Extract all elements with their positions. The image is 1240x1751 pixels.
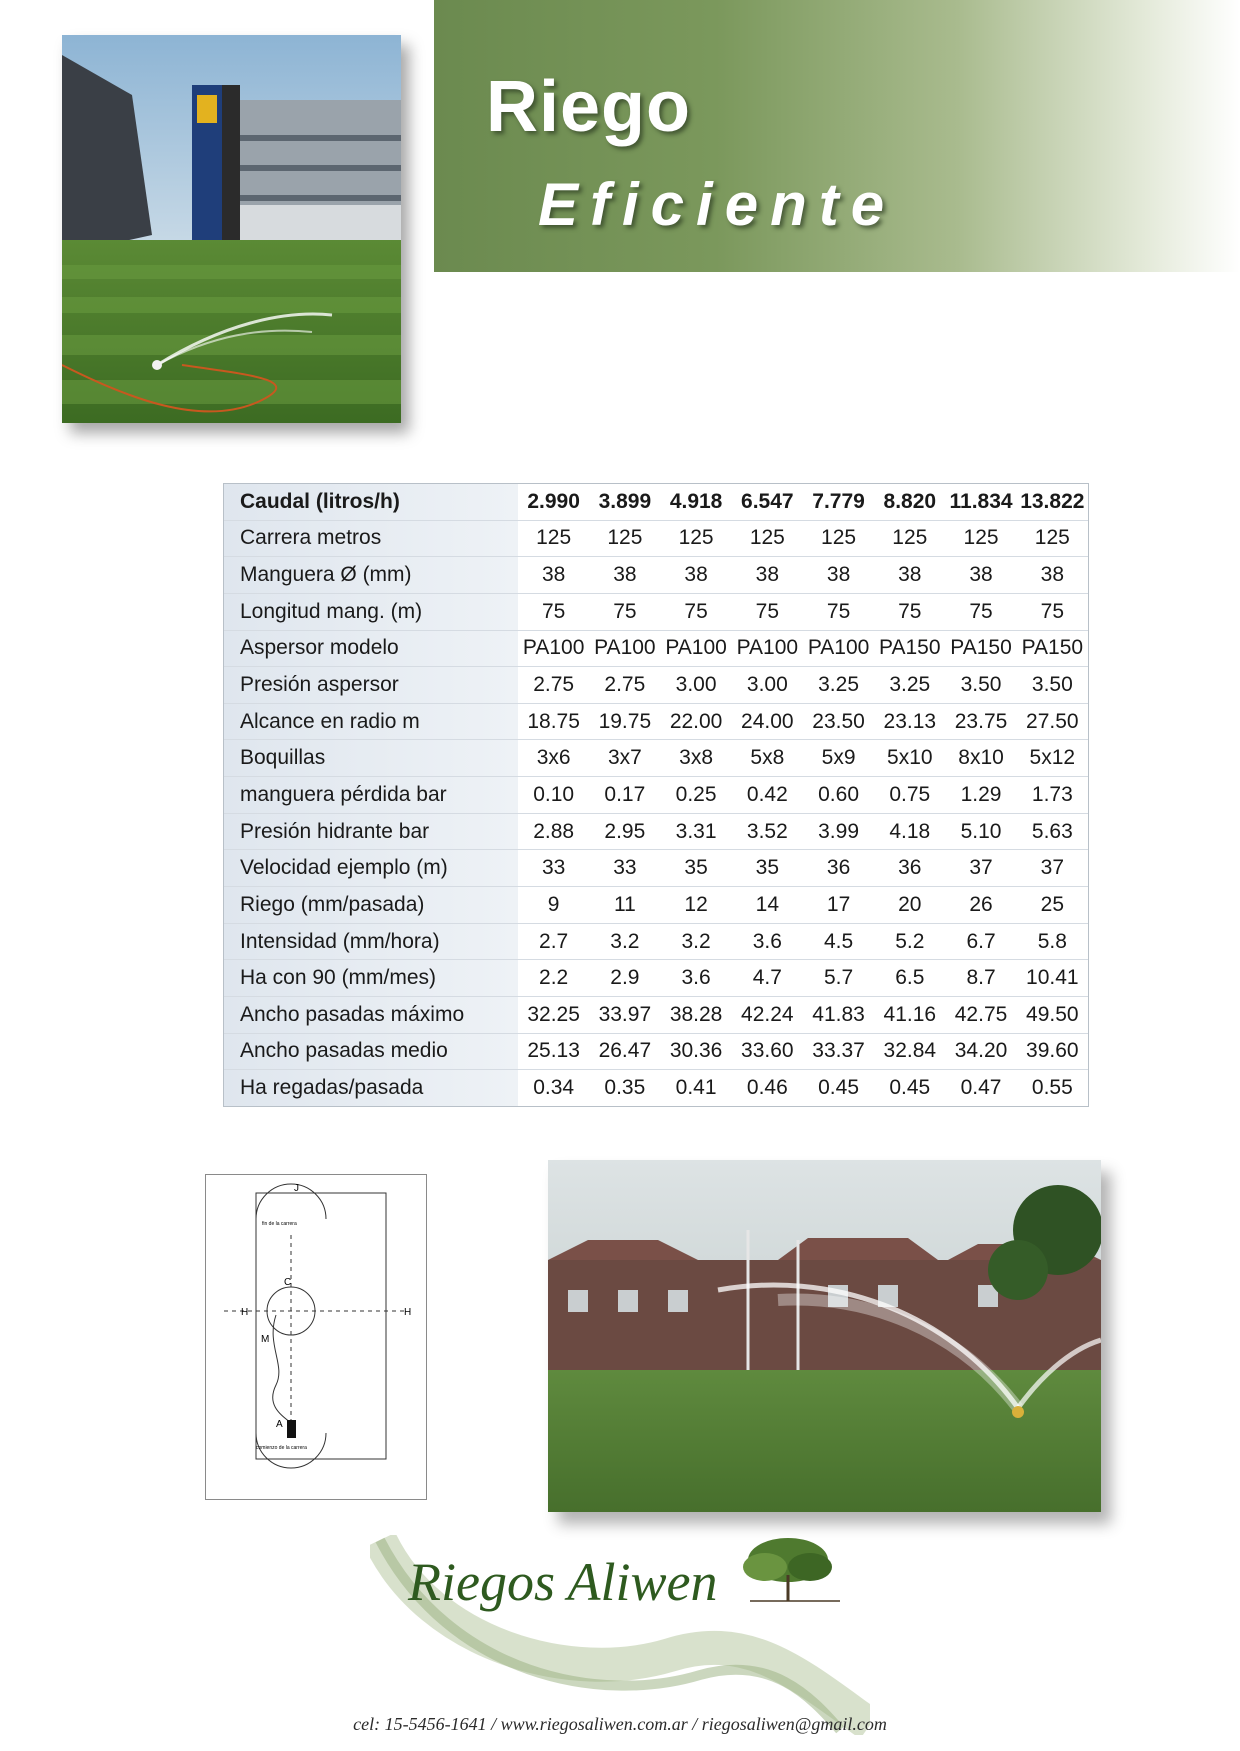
row-label: Presión aspersor xyxy=(224,667,518,704)
table-cell: 33 xyxy=(518,850,589,887)
table-cell: 2.2 xyxy=(518,960,589,997)
table-cell: 25.13 xyxy=(518,1033,589,1070)
table-cell: 125 xyxy=(518,520,589,557)
table-cell: 3x7 xyxy=(589,740,660,777)
diagram-label-end: fin de la carrera xyxy=(262,1221,297,1227)
table-cell: 33.37 xyxy=(803,1033,874,1070)
table-cell: 0.35 xyxy=(604,1076,646,1100)
row-label: Boquillas xyxy=(224,740,518,777)
row-label: Ha regadas/pasada xyxy=(224,1070,518,1106)
table-cell: 25 xyxy=(1017,887,1088,924)
table-row xyxy=(224,887,1088,924)
table-cell: 0.17 xyxy=(589,777,660,814)
table-cell: 1.29 xyxy=(945,777,1016,814)
table-cell: 37 xyxy=(945,850,1016,887)
row-label: Alcance en radio m xyxy=(224,703,518,740)
row-label: Caudal (litros/h) xyxy=(224,484,518,520)
table-cell: 3.00 xyxy=(660,667,731,704)
table-cell: 17 xyxy=(803,887,874,924)
row-label: Manguera Ø (mm) xyxy=(224,557,518,594)
table-cell: 3.2 xyxy=(660,923,731,960)
page-title: Riego xyxy=(486,67,692,147)
table-cell: 22.00 xyxy=(660,703,731,740)
table-cell: PA150 xyxy=(945,630,1016,667)
table-cell: 2.75 xyxy=(589,667,660,704)
table-cell: 24.00 xyxy=(732,703,803,740)
table-cell: 19.75 xyxy=(589,703,660,740)
table-cell: 39.60 xyxy=(1017,1033,1088,1070)
table-cell: PA100 xyxy=(732,630,803,667)
table-cell: 3.2 xyxy=(589,923,660,960)
table-cell: 5.7 xyxy=(803,960,874,997)
table-cell: 11 xyxy=(589,887,660,924)
page-subtitle: Eficiente xyxy=(538,171,897,238)
table-cell: 3.52 xyxy=(732,813,803,850)
row-label: Aspersor modelo xyxy=(224,630,518,667)
table-cell: 5x10 xyxy=(874,740,945,777)
diagram-label-c: C xyxy=(284,1277,292,1288)
spec-table xyxy=(223,483,1089,1107)
table-row xyxy=(224,813,1088,850)
table-cell: 3.00 xyxy=(732,667,803,704)
diagram-label-h-left: H xyxy=(241,1307,249,1318)
table-cell: 125 xyxy=(589,520,660,557)
table-cell: 2.95 xyxy=(589,813,660,850)
table-cell: 125 xyxy=(1017,520,1088,557)
diagram-label-h-right: H xyxy=(404,1307,412,1318)
table-cell: 27.50 xyxy=(1017,703,1088,740)
table-cell: 75 xyxy=(732,593,803,630)
table-cell: 8.820 xyxy=(874,484,945,520)
table-cell: 4.918 xyxy=(660,484,731,520)
table-row xyxy=(224,1070,1088,1106)
table-cell: PA150 xyxy=(874,630,945,667)
sprinkler-photo xyxy=(548,1160,1101,1512)
table-cell: 125 xyxy=(803,520,874,557)
table-cell: 3x8 xyxy=(660,740,731,777)
field-diagram xyxy=(205,1174,427,1500)
table-cell: 2.88 xyxy=(518,813,589,850)
table-cell: 38 xyxy=(660,557,731,594)
table-cell: 41.16 xyxy=(874,996,945,1033)
table-cell: 36 xyxy=(803,850,874,887)
table-cell: PA100 xyxy=(803,630,874,667)
diagram-label-a: A xyxy=(276,1419,283,1430)
table-cell: 0.34 xyxy=(533,1076,575,1100)
row-label: Ancho pasadas máximo xyxy=(224,996,518,1033)
table-row xyxy=(224,484,1088,520)
table-cell: 5.8 xyxy=(1017,923,1088,960)
table-cell: 10.41 xyxy=(1017,960,1088,997)
table-cell: 3.25 xyxy=(803,667,874,704)
row-label: Presión hidrante bar xyxy=(224,813,518,850)
table-cell: 23.75 xyxy=(945,703,1016,740)
table-cell: 0.10 xyxy=(518,777,589,814)
row-label: Intensidad (mm/hora) xyxy=(224,923,518,960)
table-cell: 32.84 xyxy=(874,1033,945,1070)
table-cell: 35 xyxy=(660,850,731,887)
table-cell: 4.5 xyxy=(803,923,874,960)
table-row xyxy=(224,557,1088,594)
table-cell: 20 xyxy=(874,887,945,924)
table-cell: 3.6 xyxy=(732,923,803,960)
row-label: manguera pérdida bar xyxy=(224,777,518,814)
title-banner xyxy=(434,0,1240,272)
table-row xyxy=(224,923,1088,960)
contact-line: cel: 15-5456-1641 / www.riegosaliwen.com.ar / riegosaliwen@gmail.com xyxy=(353,1714,887,1734)
table-cell: 125 xyxy=(732,520,803,557)
table-cell: 38 xyxy=(945,557,1016,594)
table-cell: 0.46 xyxy=(746,1076,788,1100)
table-cell: PA100 xyxy=(589,630,660,667)
table-cell: 35 xyxy=(732,850,803,887)
table-cell: 8x10 xyxy=(945,740,1016,777)
table-cell: 3x6 xyxy=(518,740,589,777)
row-label: Ancho pasadas medio xyxy=(224,1033,518,1070)
table-cell: 5.10 xyxy=(945,813,1016,850)
tree-icon xyxy=(743,1538,840,1601)
table-row xyxy=(224,777,1088,814)
table-cell: 0.41 xyxy=(675,1076,717,1100)
table-row xyxy=(224,630,1088,667)
table-cell: 13.822 xyxy=(1017,484,1088,520)
table-cell: 2.990 xyxy=(518,484,589,520)
table-cell: 23.13 xyxy=(874,703,945,740)
table-cell: 75 xyxy=(803,593,874,630)
table-cell: 33.97 xyxy=(589,996,660,1033)
table-cell: 38 xyxy=(874,557,945,594)
company-logo xyxy=(370,1535,870,1735)
table-cell: 32.25 xyxy=(518,996,589,1033)
table-cell: 125 xyxy=(874,520,945,557)
table-cell: 75 xyxy=(1017,593,1088,630)
table-cell: PA100 xyxy=(660,630,731,667)
table-cell: 75 xyxy=(660,593,731,630)
table-cell: PA100 xyxy=(518,630,589,667)
table-cell: 6.5 xyxy=(874,960,945,997)
table-cell: 5.63 xyxy=(1017,813,1088,850)
table-cell: 5.2 xyxy=(874,923,945,960)
table-cell: 5x8 xyxy=(732,740,803,777)
table-cell: PA150 xyxy=(1017,630,1088,667)
diagram-label-j: J xyxy=(294,1183,299,1194)
table-cell: 4.18 xyxy=(874,813,945,850)
table-cell: 1.73 xyxy=(1017,777,1088,814)
table-row xyxy=(224,960,1088,997)
table-cell: 38 xyxy=(1017,557,1088,594)
table-cell: 0.75 xyxy=(874,777,945,814)
table-cell: 42.24 xyxy=(732,996,803,1033)
table-row xyxy=(224,593,1088,630)
table-cell: 0.42 xyxy=(732,777,803,814)
diagram-label-start: comienzo de la carrera xyxy=(256,1445,307,1451)
table-cell: 75 xyxy=(945,593,1016,630)
table-row xyxy=(224,703,1088,740)
table-cell: 3.50 xyxy=(945,667,1016,704)
row-label: Velocidad ejemplo (m) xyxy=(224,850,518,887)
table-cell: 125 xyxy=(660,520,731,557)
table-row xyxy=(224,667,1088,704)
table-cell: 3.31 xyxy=(660,813,731,850)
diagram-label-m: M xyxy=(261,1334,270,1345)
table-row xyxy=(224,850,1088,887)
row-label: Ha con 90 (mm/mes) xyxy=(224,960,518,997)
table-cell: 14 xyxy=(732,887,803,924)
table-cell: 0.47 xyxy=(960,1076,1002,1100)
table-cell: 0.55 xyxy=(1031,1076,1073,1100)
table-cell: 42.75 xyxy=(945,996,1016,1033)
table-cell: 38 xyxy=(518,557,589,594)
table-cell: 75 xyxy=(589,593,660,630)
table-cell: 3.6 xyxy=(660,960,731,997)
table-cell: 0.60 xyxy=(803,777,874,814)
table-row xyxy=(224,996,1088,1033)
table-cell: 4.7 xyxy=(732,960,803,997)
table-cell: 0.25 xyxy=(660,777,731,814)
table-row xyxy=(224,1033,1088,1070)
table-cell: 2.75 xyxy=(518,667,589,704)
table-cell: 6.7 xyxy=(945,923,1016,960)
table-cell: 30.36 xyxy=(660,1033,731,1070)
table-cell: 2.7 xyxy=(518,923,589,960)
table-cell: 38 xyxy=(732,557,803,594)
table-cell: 33.60 xyxy=(732,1033,803,1070)
table-cell: 12 xyxy=(660,887,731,924)
table-cell: 2.9 xyxy=(589,960,660,997)
table-cell: 5x9 xyxy=(803,740,874,777)
row-label: Carrera metros xyxy=(224,520,518,557)
table-cell: 33 xyxy=(589,850,660,887)
table-cell: 3.99 xyxy=(803,813,874,850)
logo-name: Riegos Aliwen xyxy=(408,1552,718,1612)
table-cell: 23.50 xyxy=(803,703,874,740)
table-cell: 0.45 xyxy=(889,1076,931,1100)
table-cell: 41.83 xyxy=(803,996,874,1033)
table-cell: 9 xyxy=(518,887,589,924)
table-cell: 125 xyxy=(945,520,1016,557)
table-cell: 49.50 xyxy=(1017,996,1088,1033)
row-label: Longitud mang. (m) xyxy=(224,593,518,630)
table-cell: 75 xyxy=(518,593,589,630)
table-cell: 75 xyxy=(874,593,945,630)
table-cell: 34.20 xyxy=(945,1033,1016,1070)
table-cell: 38.28 xyxy=(660,996,731,1033)
table-row xyxy=(224,740,1088,777)
row-label: Riego (mm/pasada) xyxy=(224,887,518,924)
table-cell: 6.547 xyxy=(732,484,803,520)
table-cell: 26 xyxy=(945,887,1016,924)
table-cell: 26.47 xyxy=(589,1033,660,1070)
stadium-photo xyxy=(62,35,401,423)
table-cell: 38 xyxy=(589,557,660,594)
table-cell: 3.50 xyxy=(1017,667,1088,704)
table-cell: 0.45 xyxy=(818,1076,859,1100)
table-cell: 18.75 xyxy=(518,703,589,740)
table-cell: 3.899 xyxy=(589,484,660,520)
table-cell: 37 xyxy=(1017,850,1088,887)
table-cell: 38 xyxy=(803,557,874,594)
table-row xyxy=(224,520,1088,557)
table-cell: 8.7 xyxy=(945,960,1016,997)
table-cell: 11.834 xyxy=(945,484,1016,520)
table-cell: 3.25 xyxy=(874,667,945,704)
table-cell: 36 xyxy=(874,850,945,887)
table-cell: 5x12 xyxy=(1017,740,1088,777)
table-cell: 7.779 xyxy=(803,484,874,520)
